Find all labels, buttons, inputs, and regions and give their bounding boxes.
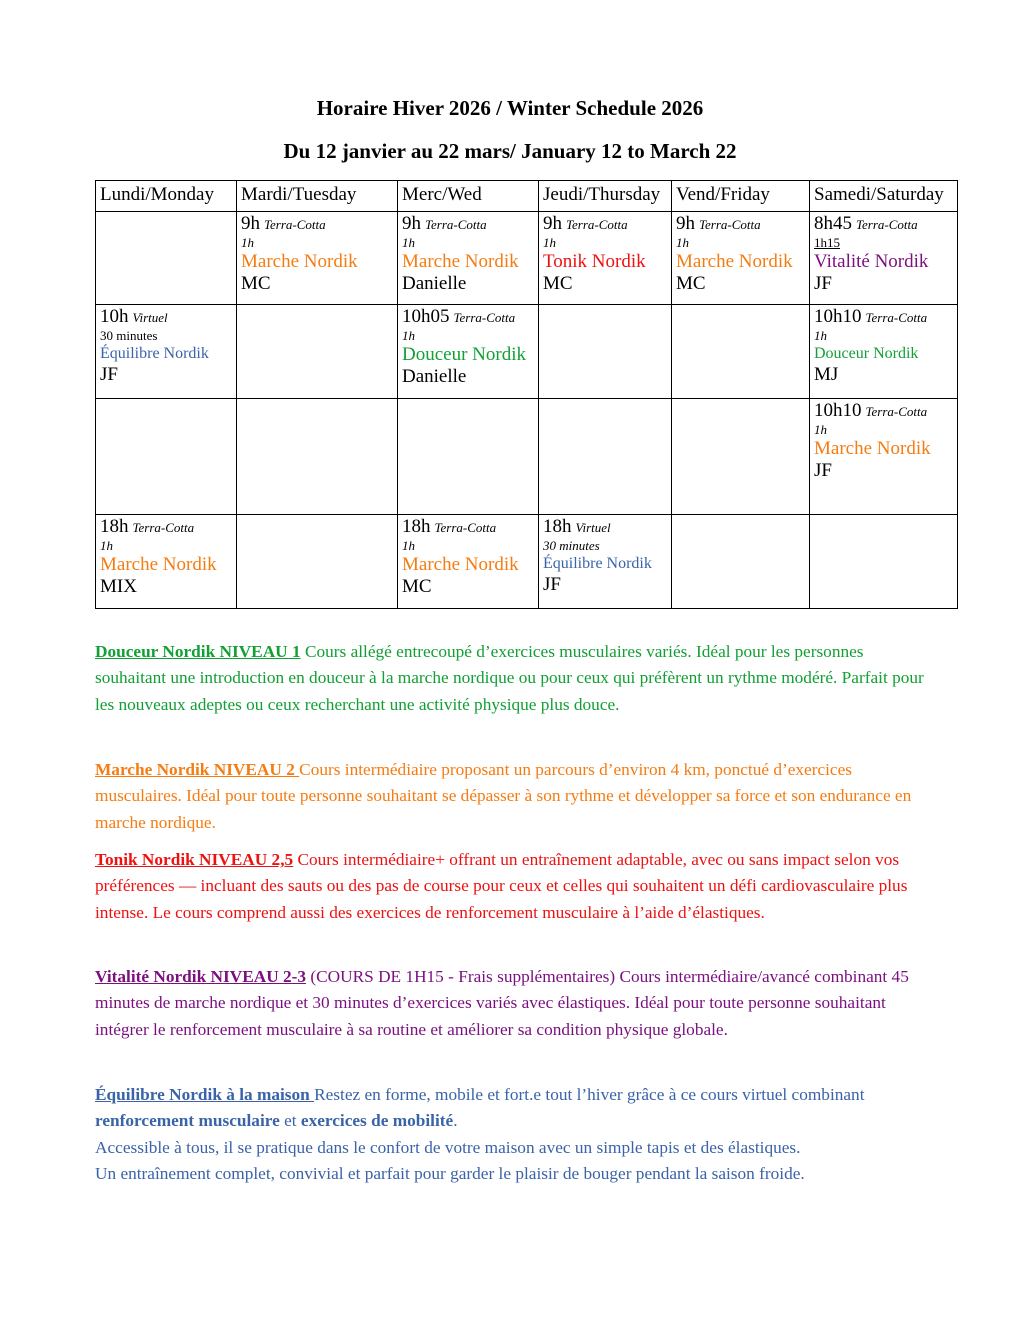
- description-heading: Marche Nordik NIVEAU 2: [95, 760, 300, 779]
- description-marche: [95, 757, 925, 836]
- description-text: Accessible à tous, il se pratique dans le confort de votre maison avec un simple tapis et des élastiques.: [95, 1137, 801, 1157]
- class-duration: 1h: [543, 235, 556, 250]
- class-location: Terra-Cotta: [434, 520, 497, 535]
- class-duration: 1h: [402, 538, 415, 553]
- class-duration: 1h: [100, 538, 113, 553]
- class-slot: [398, 212, 539, 305]
- schedule-row: [96, 305, 958, 399]
- class-instructor: JF: [543, 574, 561, 595]
- empty-slot: [96, 399, 237, 515]
- class-time: 18h: [543, 516, 572, 537]
- class-slot: [96, 515, 237, 609]
- description-heading: Vitalité Nordik NIVEAU 2-3: [95, 967, 307, 986]
- class-instructor: JF: [814, 273, 832, 294]
- class-slot: [539, 212, 672, 305]
- class-instructor: MC: [676, 273, 706, 294]
- class-name: Douceur Nordik: [814, 345, 919, 362]
- class-slot: [398, 305, 539, 399]
- class-name: Vitalité Nordik: [814, 251, 929, 272]
- class-name: Marche Nordik: [100, 554, 217, 575]
- description-heading: Douceur Nordik NIVEAU 1: [95, 642, 301, 661]
- schedule-header-row: [96, 181, 958, 212]
- class-duration: 1h: [814, 422, 827, 437]
- empty-slot: [237, 305, 398, 399]
- class-duration: 1h: [402, 235, 415, 250]
- class-slot: [539, 515, 672, 609]
- class-location: Virtuel: [575, 520, 611, 535]
- class-name: Douceur Nordik: [402, 344, 526, 365]
- class-time: 9h: [402, 213, 421, 234]
- empty-slot: [672, 399, 810, 515]
- class-location: Terra-Cotta: [453, 310, 516, 325]
- class-time: 9h: [241, 213, 260, 234]
- empty-slot: [810, 515, 958, 609]
- description-emphasis: renforcement musculaire: [95, 1111, 280, 1131]
- description-text: Cours intermédiaire+ offrant un entraînement adaptable, avec ou sans impact selon vos préférences — incluant des sauts ou des pas de course pour ceux et celles qui souhaitent un défi cardiovasculaire plus intense. Le cours comprend aussi des exercices de renforcement musculaire à l’aide d’élastiques.: [95, 850, 908, 922]
- day-header: Vend/Friday: [672, 181, 810, 212]
- class-time: 9h: [676, 213, 695, 234]
- description-douceur: [95, 639, 925, 718]
- schedule-table: [95, 180, 958, 609]
- class-instructor: JF: [100, 364, 118, 385]
- class-slot: [810, 212, 958, 305]
- class-name: Marche Nordik: [814, 438, 931, 459]
- class-location: Terra-Cotta: [264, 217, 326, 232]
- class-time: 10h05: [402, 306, 450, 327]
- class-location: Terra-Cotta: [856, 217, 918, 232]
- class-name: Marche Nordik: [402, 251, 519, 272]
- description-tonik: [95, 847, 925, 926]
- class-duration: 1h15: [814, 235, 840, 250]
- class-instructor: MC: [241, 273, 271, 294]
- empty-slot: [539, 305, 672, 399]
- class-time: 18h: [100, 516, 129, 537]
- class-duration: 1h: [241, 235, 254, 250]
- day-header: Samedi/Saturday: [810, 181, 958, 212]
- class-instructor: MIX: [100, 576, 137, 597]
- class-name: Marche Nordik: [241, 251, 358, 272]
- schedule-row: [96, 515, 958, 609]
- class-duration: 1h: [814, 328, 827, 343]
- class-duration: 30 minutes: [543, 538, 600, 553]
- description-heading: Équilibre Nordik à la maison: [95, 1085, 315, 1104]
- class-instructor: Danielle: [402, 366, 467, 387]
- class-slot: [96, 305, 237, 399]
- class-instructor: JF: [814, 460, 832, 481]
- empty-slot: [539, 399, 672, 515]
- class-name: Équilibre Nordik: [543, 555, 652, 572]
- class-location: Terra-Cotta: [132, 520, 195, 535]
- class-instructor: MJ: [814, 364, 839, 385]
- class-location: Terra-Cotta: [699, 217, 761, 232]
- description-text: .: [453, 1111, 458, 1131]
- description-text: Restez en forme, mobile et fort.e tout l’hiver grâce à ce cours virtuel combinant: [314, 1085, 865, 1104]
- class-instructor: Danielle: [402, 273, 467, 294]
- schedule-row: [96, 212, 958, 305]
- day-header: Jeudi/Thursday: [539, 181, 672, 212]
- class-slot: [398, 515, 539, 609]
- class-time: 18h: [402, 516, 431, 537]
- description-equilibre: [95, 1082, 925, 1187]
- description-vitalite: [95, 964, 925, 1043]
- class-location: Virtuel: [132, 310, 168, 325]
- class-time: 8h45: [814, 213, 852, 234]
- class-name: Tonik Nordik: [543, 251, 646, 272]
- empty-slot: [398, 399, 539, 515]
- class-instructor: MC: [543, 273, 573, 294]
- description-text: (COURS DE 1H15 - Frais supplémentaires) Cours intermédiaire/avancé combinant 45 minutes de marche nordique et 30 minutes d’exercices variés avec élastiques. Idéal pour toute personne souhaitant intégrer le renforcement musculaire à sa routine et améliorer sa condition physique globale.: [95, 967, 909, 1039]
- class-duration: 1h: [676, 235, 689, 250]
- class-time: 10h10: [814, 306, 862, 327]
- page-subtitle: Du 12 janvier au 22 mars/ January 12 to March 22: [283, 139, 737, 163]
- class-time: 9h: [543, 213, 562, 234]
- class-name: Équilibre Nordik: [100, 345, 209, 362]
- day-header: Merc/Wed: [398, 181, 539, 212]
- description-text: et: [279, 1111, 301, 1131]
- empty-slot: [96, 212, 237, 305]
- day-header: Lundi/Monday: [96, 181, 237, 212]
- class-location: Terra-Cotta: [865, 310, 928, 325]
- description-text: Un entraînement complet, convivial et parfait pour garder le plaisir de bouger pendant la saison froide.: [95, 1163, 805, 1183]
- description-text: Cours allégé entrecoupé d’exercices musculaires variés. Idéal pour les personnes souhaitant une introduction en douceur à la marche nordique ou pour ceux qui préfèrent un rythme modéré. Parfait pour les nouveaux adeptes ou ceux recherchant une activité physique plus douce.: [95, 642, 924, 714]
- class-time: 10h10: [814, 400, 862, 421]
- class-slot: [810, 399, 958, 515]
- class-location: Terra-Cotta: [566, 217, 628, 232]
- class-duration: 30 minutes: [100, 328, 158, 343]
- description-text: Cours intermédiaire proposant un parcours d’environ 4 km, ponctué d’exercices musculaires. Idéal pour toute personne souhaitant se dépasser à son rythme et développer sa force et son endurance en marche nordique.: [95, 760, 912, 832]
- class-duration: 1h: [402, 328, 415, 343]
- class-slot: [672, 212, 810, 305]
- empty-slot: [237, 515, 398, 609]
- class-time: 10h: [100, 306, 129, 327]
- schedule-row: [96, 399, 958, 515]
- class-location: Terra-Cotta: [865, 404, 928, 419]
- class-name: Marche Nordik: [402, 554, 519, 575]
- empty-slot: [672, 515, 810, 609]
- description-heading: Tonik Nordik NIVEAU 2,5: [95, 850, 294, 869]
- empty-slot: [237, 399, 398, 515]
- class-instructor: MC: [402, 576, 432, 597]
- class-name: Marche Nordik: [676, 251, 793, 272]
- description-emphasis: exercices de mobilité: [300, 1111, 454, 1131]
- class-slot: [810, 305, 958, 399]
- day-header: Mardi/Tuesday: [237, 181, 398, 212]
- class-location: Terra-Cotta: [425, 217, 487, 232]
- class-slot: [237, 212, 398, 305]
- empty-slot: [672, 305, 810, 399]
- page-title: Horaire Hiver 2026 / Winter Schedule 2026: [316, 96, 704, 120]
